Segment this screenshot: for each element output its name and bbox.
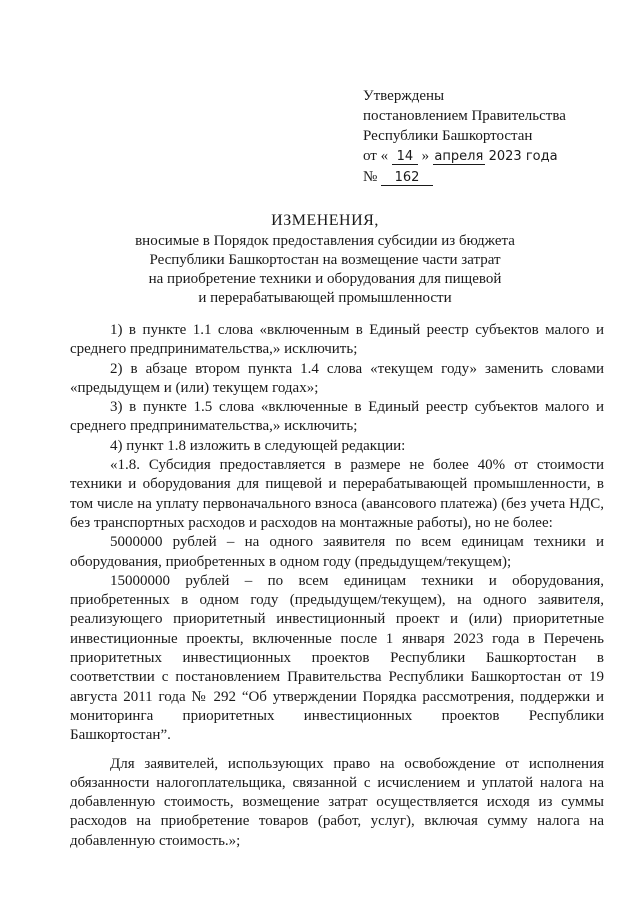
document-body bbox=[70, 321, 604, 851]
paragraph-limit-15m: 15000000 рублей – по всем единицам техники и оборудования, приобретенных в одном году (предыдущем/текущем), на одного заявителя, реализующего приоритетный инвестиционный проект и (или) приоритетные инвестиционные проекты, включенные после 1 января 2023 года в Перечень приоритетных инвестиционных проектов Республики Башкортостан в соответствии с постановлением Правительства Республики Башкортостан от 19 августа 2011 года № 292 “Об утверждении Порядка рассмотрения, поддержки и мониторинга приоритетных инвестиционных проектов Республики Башкортостан”. bbox=[70, 572, 604, 744]
paragraph-limit-5m: 5000000 рублей – на одного заявителя по всем единицам техники и оборудования, приобретенных в одном году (предыдущем/текущем); bbox=[70, 534, 604, 570]
document-title-block bbox=[60, 210, 590, 308]
document-title: ИЗМЕНЕНИЯ, bbox=[271, 212, 379, 229]
approval-date-line bbox=[363, 146, 566, 167]
number-label: № bbox=[363, 169, 378, 185]
document-subtitle-line-2: Республики Башкортостан на возмещение части затрат bbox=[149, 252, 501, 268]
paragraph-item-1: 1) в пункте 1.1 слова «включенным в Единый реестр субъектов малого и среднего предпринимательства,» исключить; bbox=[70, 322, 604, 358]
approval-stamp bbox=[363, 86, 566, 187]
date-year: 2023 года bbox=[488, 149, 558, 164]
approval-line-3: Республики Башкортостан bbox=[363, 128, 533, 144]
date-day: 14 bbox=[392, 149, 418, 165]
approval-line-1: Утверждены bbox=[363, 88, 445, 104]
document-subtitle-line-3: на приобретение техники и оборудования для пищевой bbox=[148, 271, 502, 287]
document-subtitle-line-1: вносимые в Порядок предоставления субсидии из бюджета bbox=[135, 233, 515, 249]
paragraph-item-4: 4) пункт 1.8 изложить в следующей редакции: bbox=[110, 437, 406, 454]
date-mid: » bbox=[421, 148, 430, 164]
approval-line-2: постановлением Правительства bbox=[363, 108, 566, 124]
paragraph-item-3: 3) в пункте 1.5 слова «включенные в Единый реестр субъектов малого и среднего предпринимательства,» исключить; bbox=[70, 399, 604, 435]
paragraph-vat-exempt: Для заявителей, использующих право на освобождение от исполнения обязанности налогоплательщика, связанной с исчислением и уплатой налога на добавленную стоимость, возмещение затрат осуществляется исходя из суммы расходов на приобретение товаров (работ, услуг), включая сумму налога на добавленную стоимость.»; bbox=[70, 755, 604, 849]
date-prefix: от « bbox=[363, 148, 389, 164]
date-month: апреля bbox=[434, 149, 484, 164]
document-subtitle-line-4: и перерабатывающей промышленности bbox=[198, 290, 452, 306]
resolution-number: 162 bbox=[381, 170, 433, 186]
paragraph-clause-1-8: «1.8. Субсидия предоставляется в размере не более 40% от стоимости техники и оборудования для пищевой и перерабатывающей промышленности, в том числе на уплату первоначального взноса (авансового платежа) (без учета НДС, без транспортных расходов и расходов на монтажные работы), но не более: bbox=[70, 457, 604, 531]
approval-number-line bbox=[363, 167, 566, 187]
paragraph-item-2: 2) в абзаце втором пункта 1.4 слова «текущем году» заменить словами «предыдущем и (или) текущем годах»; bbox=[70, 360, 604, 396]
